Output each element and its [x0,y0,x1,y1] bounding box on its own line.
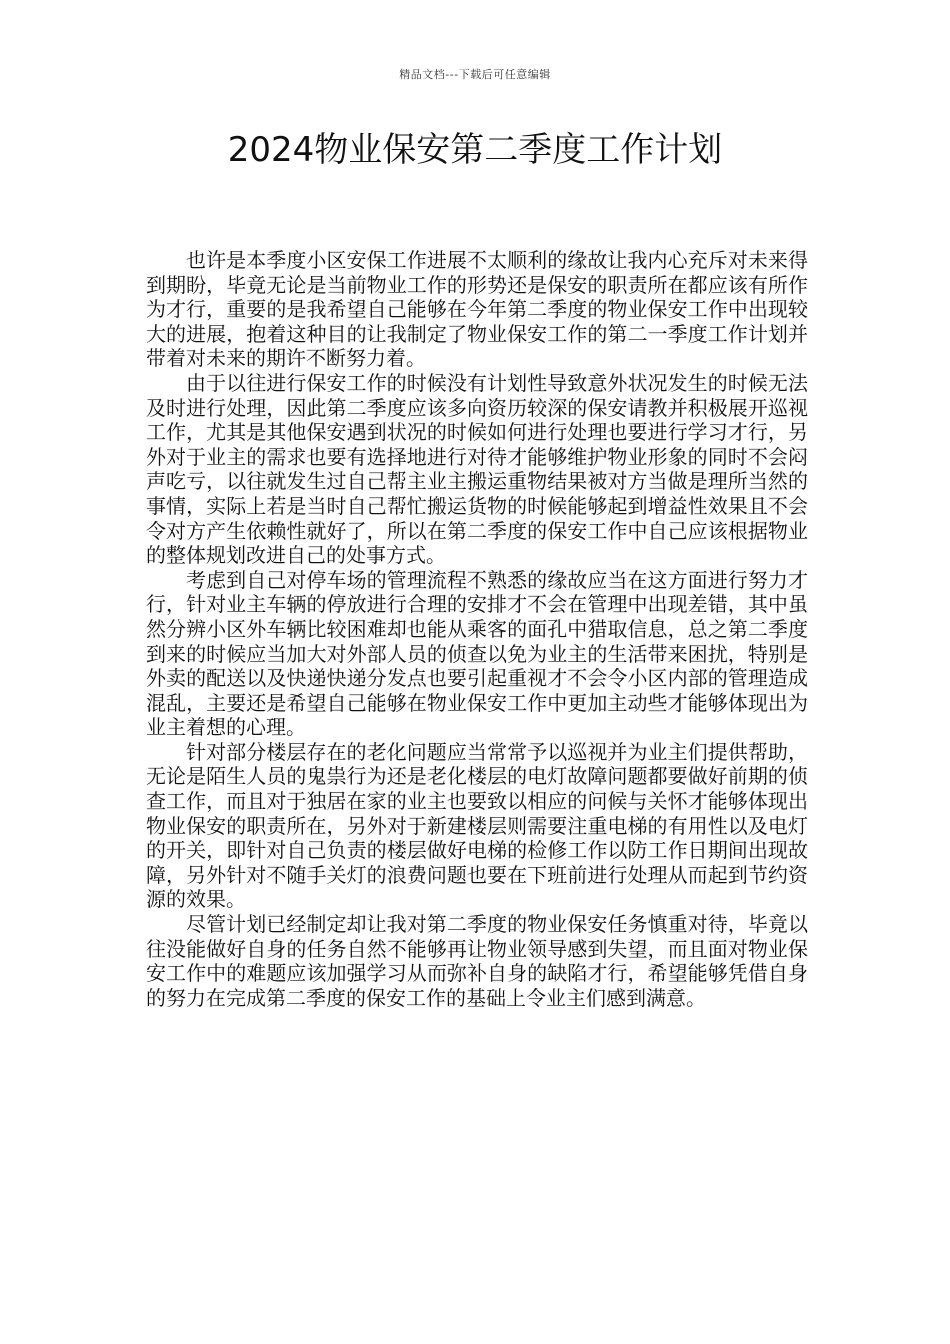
paragraph-1: 也许是本季度小区安保工作进展不太顺利的缘故让我内心充斥对未来得到期盼，毕竟无论是当前物业工作的形势还是保安的职责所在都应该有所作为才行，重要的是我希望自己能够在今年第二季度的物业保安工作中出现较大的进展，抱着这种目的让我制定了物业保安工作的第二一季度工作计划并带着对未来的期许不断努力着。 [146,248,808,371]
paragraph-3: 考虑到自己对停车场的管理流程不熟悉的缘故应当在这方面进行努力才行，针对业主车辆的停放进行合理的安排才不会在管理中出现差错，其中虽然分辨小区外车辆比较困难却也能从乘客的面孔中猎取信息，总之第二季度到来的时候应当加大对外部人员的侦查以免为业主的生活带来困扰，特别是外卖的配送以及快递快递分发点也要引起重视才不会令小区内部的管理造成混乱，主要还是希望自己能够在物业保安工作中更加主动些才能够体现出为业主着想的心理。 [146,567,808,740]
paragraph-5: 尽管计划已经制定却让我对第二季度的物业保安任务慎重对待，毕竟以往没能做好自身的任务自然不能够再让物业领导感到失望，而且面对物业保安工作中的难题应该加强学习从而弥补自身的缺陷才行，希望能够凭借自身的努力在完成第二季度的保安工作的基础上令业主们感到满意。 [146,912,808,1010]
paragraph-2: 由于以往进行保安工作的时候没有计划性导致意外状况发生的时候无法及时进行处理，因此第二季度应该多向资历较深的保安请教并积极展开巡视工作，尤其是其他保安遇到状况的时候如何进行处理也要进行学习才行，另外对于业主的需求也要有选择地进行对待才能够维护物业形象的同时不会闷声吃亏，以往就发生过自己帮主业主搬运重物结果被对方当做是理所当然的事情，实际上若是当时自己帮忙搬运货物的时候能够起到增益性效果且不会令对方产生依赖性就好了，所以在第二季度的保安工作中自己应该根据物业的整体规划改进自己的处事方式。 [146,370,808,568]
document-title: 2024物业保安第二季度工作计划 [227,130,723,170]
page-header: 精品文档---下载后可任意编辑 [399,68,551,81]
document-body [146,248,808,1010]
paragraph-4: 针对部分楼层存在的老化问题应当常常予以巡视并为业主们提供帮助，无论是陌生人员的鬼祟行为还是老化楼层的电灯故障问题都要做好前期的侦查工作，而且对于独居在家的业主也要致以相应的问候与关怀才能够体现出物业保安的职责所在，另外对于新建楼层则需要注重电梯的有用性以及电灯的开关，即针对自己负责的楼层做好电梯的检修工作以防工作日期间出现故障，另外针对不随手关灯的浪费问题也要在下班前进行处理从而起到节约资源的效果。 [146,739,808,912]
